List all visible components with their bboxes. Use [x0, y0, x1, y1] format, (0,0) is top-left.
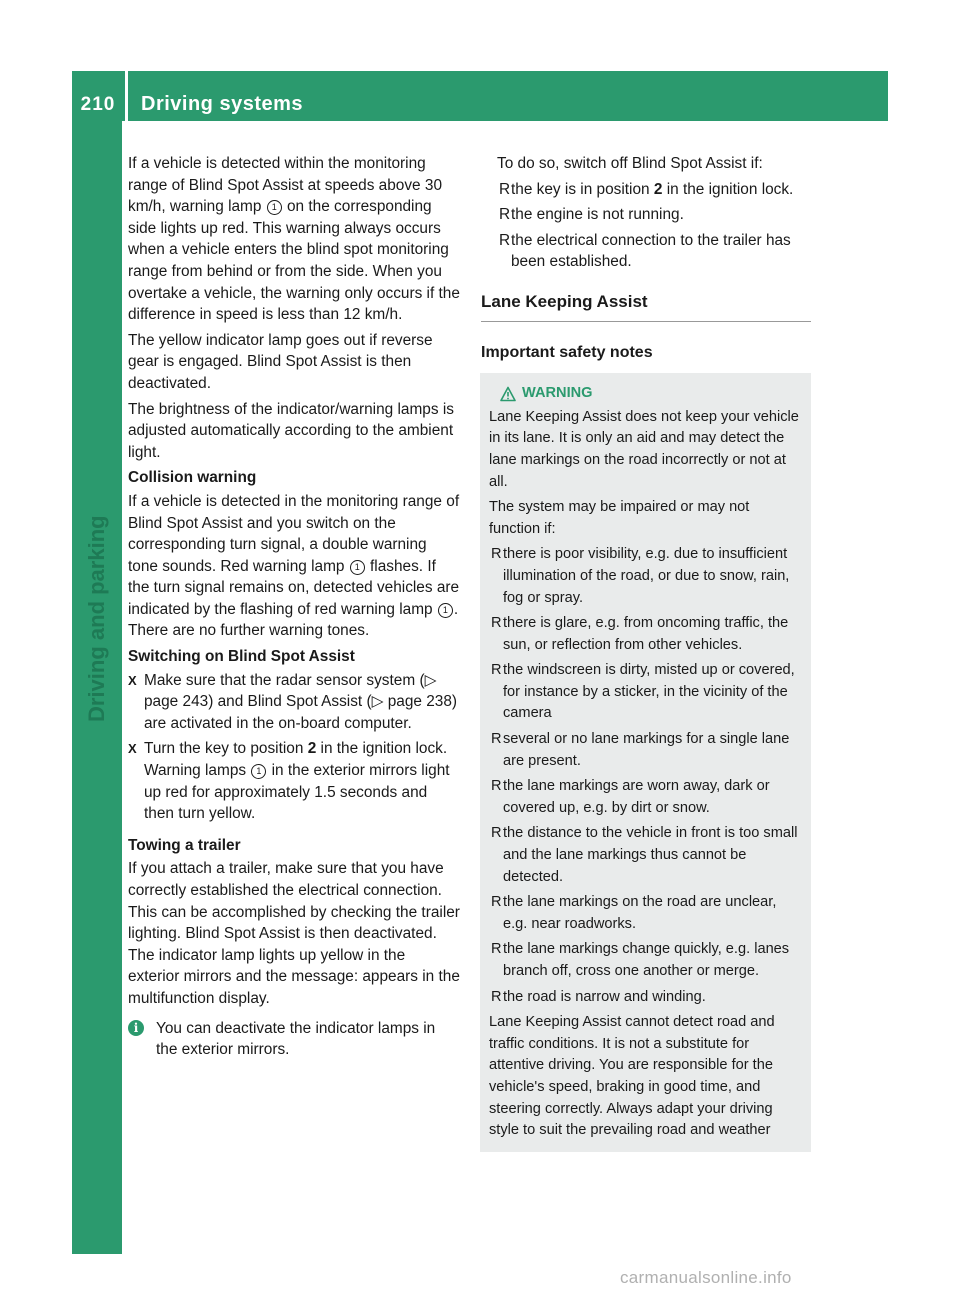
warning-label: WARNING [522, 385, 593, 402]
heading-towing: Towing a trailer [128, 836, 241, 854]
warning-bullet-item: R there is glare, e.g. from oncoming traffic, the sun, or reflection from other vehicles. [491, 615, 789, 653]
callout-1-icon: 1 [267, 200, 282, 215]
step-arrow-icon: X [128, 741, 137, 757]
bullet-icon: R [499, 231, 511, 249]
warning-bullet-item: R the lane markings change quickly, e.g. lanes branch off, cross one another or merge. [491, 941, 790, 979]
paragraph-collision: If a vehicle is detected in the monitoring range of Blind Spot Assist and you switch on the corresponding turn signal, a double warning tone sounds. Red warning lamp 1 flashes. If the turn signal remains on, detected vehicles are indicated by the flashing of red warning lamp 1 . There are no further warning tones. [128, 492, 460, 640]
warning-paragraph: Lane Keeping Assist cannot detect road and traffic conditions. It is not a substitute for attentive driving. You are responsible for the vehicle's speed, braking in good time, and steering correctly. Always adapt your driving style to suit the prevailing road and weather [489, 1014, 775, 1139]
page-ref-link[interactable]: page 243 [144, 693, 209, 711]
page-ref-icon: ▷ [371, 693, 384, 711]
bullet-icon: R [491, 662, 502, 679]
paragraph-reverse: The yellow indicator lamp goes out if reverse gear is engaged. Blind Spot Assist is then deactivated. [128, 331, 433, 392]
warning-paragraph: Lane Keeping Assist does not keep your vehicle in its lane. It is only an aid and may detect the lane markings on the road incorrectly or not at all. [489, 408, 799, 490]
list-item: R the engine is not running. [497, 204, 811, 226]
warning-triangle-icon [500, 386, 516, 402]
warning-bullet-item: R the lane markings on the road are unclear, e.g. near roadworks. [491, 894, 777, 932]
instruction-step: X Turn the key to position 2 in the ignition lock. Warning lamps 1 in the exterior mirrors light up red for approximately 1.5 seconds and then turn yellow. [128, 740, 450, 823]
step-arrow-icon: X [128, 672, 137, 688]
callout-1-icon: 1 [350, 560, 365, 575]
list-item: R the key is in position 2 in the ignition lock. [497, 179, 811, 201]
bullet-icon: R [491, 988, 502, 1005]
bullet-icon: R [491, 731, 502, 748]
list-item: R the electrical connection to the trailer has been established. [499, 231, 791, 271]
side-tab-label: Driving and parking [84, 515, 109, 722]
callout-1-icon: 1 [251, 764, 266, 779]
warning-bullet-list [489, 544, 802, 1008]
bullet-icon: R [491, 546, 502, 563]
heading-switching-on: Switching on Blind Spot Assist [128, 648, 355, 666]
paragraph-switch-off-intro: To do so, switch off Blind Spot Assist if: [497, 155, 763, 172]
info-icon: i [128, 1020, 144, 1036]
page-ref-icon: ▷ [424, 671, 437, 689]
section-title-lka: Lane Keeping Assist [481, 291, 811, 322]
warning-bullet-item: R there is poor visibility, e.g. due to insufficient illumination of the road, or due to snow, rain, fog or spray. [491, 546, 790, 606]
subsection-title-safety: Important safety notes [481, 343, 653, 361]
bullet-icon: R [491, 894, 502, 911]
bullet-icon: R [491, 941, 502, 958]
warning-bullet-item: R the lane markings are worn away, dark or covered up, e.g. by dirt or snow. [491, 778, 770, 816]
instruction-step: X Make sure that the radar sensor system (▷ page 243) and Blind Spot Assist (▷ page 238) are activated in the on-board computer. [128, 671, 458, 732]
bullet-icon: R [491, 615, 502, 632]
header-divider [125, 71, 128, 121]
page-ref-link[interactable]: page 238 [387, 693, 452, 711]
info-note: i You can deactivate the indicator lamps in the exterior mirrors. [128, 1018, 460, 1061]
bullet-icon: R [499, 206, 511, 224]
paragraph-brightness: The brightness of the indicator/warning lamps is adjusted automatically according to the ambient light. [128, 400, 454, 461]
right-column [481, 153, 811, 1152]
paragraph-towing: If you attach a trailer, make sure that you have correctly established the electrical connection. This can be accomplished by checking the trailer lighting. Blind Spot Assist is then deactivated. The indicator lamp lights up yellow in the exterior mirrors and the message: appears in the multifunction display. [128, 860, 460, 1007]
heading-collision-warning: Collision warning [128, 469, 257, 487]
paragraph-monitoring: If a vehicle is detected within the monitoring range of Blind Spot Assist at speeds above 30 km/h, warning lamp 1 on the corresponding side lights up red. This warning always occurs when a vehicle enters the blind spot monitoring range from behind or from the side. When you overtake a vehicle, the warning only occurs if the difference in speed is less than 12 km/h. [128, 155, 460, 324]
warning-header [489, 383, 802, 405]
bullet-icon: R [499, 180, 511, 198]
warning-bullet-item: R the distance to the vehicle in front is too small and the lane markings thus cannot be detected. [491, 825, 798, 885]
left-column [128, 153, 460, 1061]
warning-bullet-item: R the windscreen is dirty, misted up or covered, for instance by a sticker, in the vicinity of the camera [491, 662, 795, 722]
warning-box [480, 373, 811, 1152]
watermark: carmanualsonline.info [620, 1268, 792, 1287]
warning-bullet-item: R the road is narrow and winding. [489, 987, 802, 1009]
side-tab-label-wrap [84, 122, 114, 722]
bullet-icon: R [491, 825, 502, 842]
warning-bullet-item: R several or no lane markings for a single lane are present. [491, 731, 790, 769]
bullet-icon: R [491, 778, 502, 795]
page-title: Driving systems [141, 93, 304, 115]
page-number: 210 [80, 94, 116, 115]
warning-paragraph: The system may be impaired or may not function if: [489, 499, 750, 537]
callout-1-icon: 1 [438, 603, 453, 618]
